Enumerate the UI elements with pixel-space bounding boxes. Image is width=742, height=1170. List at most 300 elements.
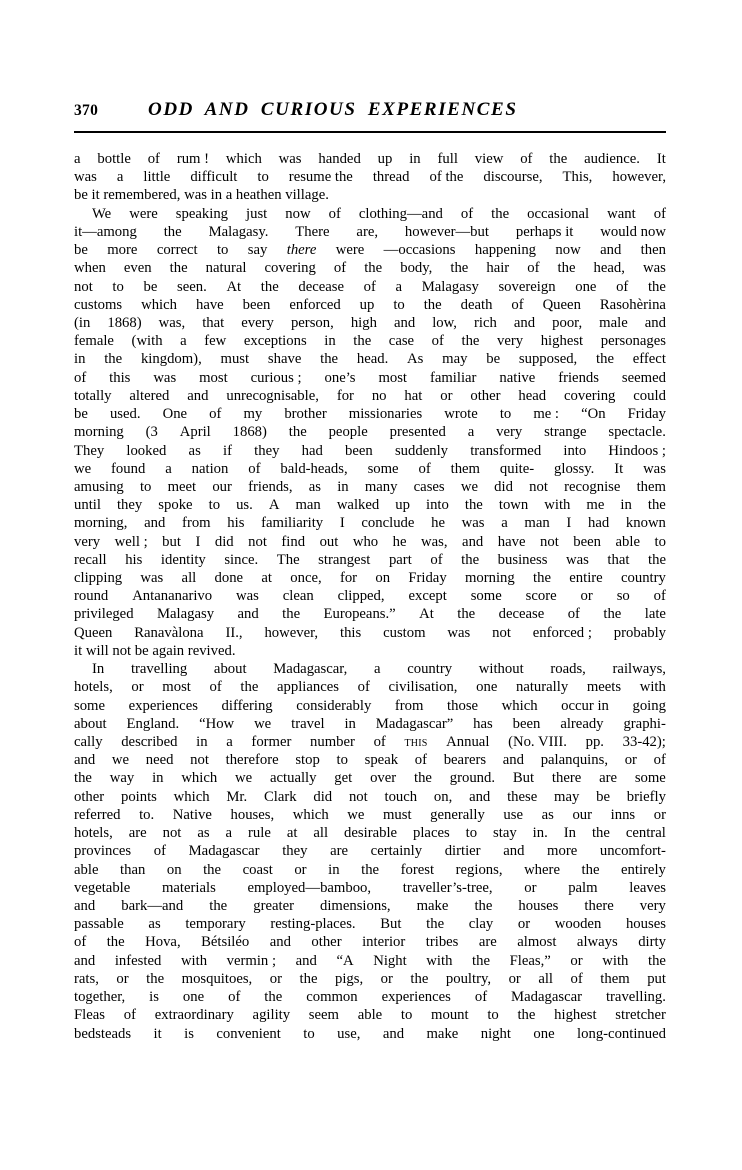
word: Mr. <box>226 788 248 805</box>
word: or <box>653 806 666 823</box>
text-line <box>74 350 666 368</box>
word: or <box>294 861 307 878</box>
word: glossy. <box>554 460 595 477</box>
word: was <box>140 570 164 587</box>
word: which <box>225 151 262 167</box>
word: I <box>566 515 572 532</box>
text-line <box>74 678 666 696</box>
word: always <box>576 934 618 951</box>
word: referred <box>74 806 121 823</box>
word: of <box>653 752 666 769</box>
word: and <box>187 387 209 404</box>
word: differing <box>221 697 273 714</box>
word: of <box>147 151 160 167</box>
word: the <box>647 278 666 295</box>
word: enforced <box>289 296 341 313</box>
word: seen. <box>177 278 207 295</box>
word: be <box>74 242 88 259</box>
header-divider-rule <box>74 131 666 133</box>
word: But <box>512 770 535 787</box>
word: be it remembered, was in a heathen village. <box>74 187 329 204</box>
word: be <box>486 351 501 368</box>
word: these <box>507 788 538 805</box>
word: curious ; <box>250 369 302 386</box>
word: were <box>129 205 158 222</box>
word: as <box>308 478 322 495</box>
word: was <box>566 551 589 568</box>
text-line <box>74 879 666 897</box>
text-line <box>74 715 666 733</box>
word: Hova, <box>145 934 181 951</box>
word: of <box>430 551 443 568</box>
word: was <box>74 169 97 186</box>
word: They <box>74 442 105 459</box>
word: or <box>517 916 531 933</box>
word: not <box>529 478 548 495</box>
word: one <box>533 1025 555 1042</box>
word: was <box>643 260 666 277</box>
text-line <box>74 806 666 824</box>
text-line <box>74 587 666 605</box>
text-line <box>74 933 666 951</box>
word: houses, <box>230 806 275 823</box>
word: on <box>375 570 391 587</box>
word: speak <box>364 752 399 769</box>
word: materials <box>161 879 216 896</box>
word: temporary <box>185 916 246 933</box>
text-line <box>74 186 666 204</box>
word: greater <box>253 897 294 914</box>
word: of <box>74 369 87 386</box>
word: to <box>303 1025 315 1042</box>
word: identity <box>160 551 206 568</box>
word: decease <box>498 606 545 623</box>
word: say <box>247 242 268 259</box>
word: unrecognisable, <box>226 387 319 404</box>
word: even <box>123 260 152 277</box>
text-line <box>74 769 666 787</box>
word: did <box>313 788 333 805</box>
page-folio-number: 370 <box>74 102 99 119</box>
word: briefly <box>626 788 666 805</box>
word: is <box>149 989 159 1006</box>
word: which <box>181 770 218 787</box>
word: of <box>209 406 222 423</box>
word: until <box>74 497 101 514</box>
word: there <box>584 897 614 914</box>
word: vermin ; <box>226 952 277 969</box>
word: so <box>616 588 630 605</box>
word: It <box>614 460 624 477</box>
text-line <box>74 168 666 186</box>
word: and <box>237 606 259 623</box>
word: however, <box>264 624 319 641</box>
word: was <box>447 624 471 641</box>
text-line <box>74 496 666 514</box>
word: to. <box>139 806 155 823</box>
word: hotels, <box>74 679 113 696</box>
text-line <box>74 569 666 587</box>
word: are, <box>356 223 379 240</box>
word: more <box>107 242 138 259</box>
word: were <box>335 242 365 259</box>
word: 33-42); <box>622 734 666 750</box>
word: familiarity <box>261 515 324 532</box>
word: passable <box>74 916 124 933</box>
word: In <box>92 661 105 678</box>
word: many <box>364 478 398 495</box>
word: I <box>339 515 345 532</box>
word: this <box>404 734 428 750</box>
word: make <box>426 1025 459 1042</box>
word: out <box>319 533 339 550</box>
word: was <box>643 460 666 477</box>
word: with <box>639 679 666 696</box>
word: into <box>425 497 449 514</box>
word: few <box>204 333 227 350</box>
word: inns <box>610 806 636 823</box>
word: or <box>580 588 593 605</box>
word: Madagascar, <box>273 661 348 678</box>
word: or <box>380 970 393 987</box>
word: a <box>74 151 81 167</box>
text-line <box>74 533 666 551</box>
word: us. <box>236 497 253 514</box>
word: had <box>588 515 610 532</box>
word: or <box>570 952 583 969</box>
word: long-continued <box>577 1025 666 1042</box>
word: have <box>497 533 526 550</box>
word: native <box>499 369 536 386</box>
word: points <box>120 788 157 805</box>
word: the <box>464 497 483 514</box>
word: those <box>447 697 479 714</box>
word: cally <box>74 734 103 750</box>
word: customs <box>74 296 123 313</box>
word: of <box>511 296 524 313</box>
word: part <box>388 551 412 568</box>
word: to <box>654 533 666 550</box>
word: agility <box>252 1007 291 1024</box>
word: most <box>199 369 228 386</box>
word: occur in <box>561 697 609 714</box>
word: the <box>423 296 442 313</box>
text-line <box>74 605 666 623</box>
word: wrote <box>444 406 478 423</box>
word: Friday <box>408 570 447 587</box>
word: clipping <box>74 570 123 587</box>
word: want <box>607 205 636 222</box>
word: of <box>520 151 533 167</box>
word: country <box>620 570 666 587</box>
word: to <box>487 1007 499 1024</box>
word: person, <box>290 314 334 331</box>
word: the <box>288 424 307 441</box>
word: suddenly <box>394 442 449 459</box>
word: was <box>153 369 177 386</box>
word: the <box>410 970 429 987</box>
word: altered <box>129 387 170 404</box>
word: regions, <box>455 861 503 878</box>
text-line <box>74 624 666 642</box>
word: uncomfort- <box>599 843 666 860</box>
word: of <box>123 1007 136 1024</box>
word: privileged <box>74 606 134 623</box>
text-line <box>74 478 666 496</box>
word: perhaps it <box>515 223 574 240</box>
word: or <box>116 970 129 987</box>
word: As <box>407 351 424 368</box>
word: houses <box>625 916 666 933</box>
word: exceptions <box>243 333 307 350</box>
word: male <box>599 314 628 331</box>
word: roads, <box>550 661 586 678</box>
word: the <box>472 952 490 969</box>
word: or <box>524 879 537 896</box>
word: been <box>345 442 373 459</box>
word: and <box>503 843 525 860</box>
word: the <box>320 351 339 368</box>
text-line <box>74 660 666 678</box>
word: with <box>180 952 208 969</box>
word: it—among <box>74 223 137 240</box>
word: the <box>353 333 372 350</box>
word: quite- <box>499 460 535 477</box>
word: Annual <box>446 734 490 750</box>
word: but <box>162 533 181 550</box>
word: The <box>276 551 300 568</box>
word: and <box>462 533 484 550</box>
word: we <box>347 806 365 823</box>
word: entire <box>569 570 603 587</box>
word: already <box>560 715 604 732</box>
word: he <box>431 515 445 532</box>
word: where <box>524 861 560 878</box>
word: the <box>413 770 432 787</box>
word: resume the <box>288 169 353 186</box>
word: supposed, <box>518 351 578 368</box>
word: the <box>603 606 622 623</box>
word: to <box>393 296 405 313</box>
word: and <box>74 752 96 769</box>
word: extraordinary <box>154 1007 234 1024</box>
word: morning, <box>74 515 128 532</box>
word: use, <box>337 1025 361 1042</box>
word: most <box>378 369 408 386</box>
word: some <box>634 770 666 787</box>
word: who <box>352 533 379 550</box>
word: country <box>407 661 453 678</box>
word: of <box>567 606 580 623</box>
word: travel <box>291 715 325 732</box>
word: one <box>476 679 498 696</box>
word: the <box>533 570 551 587</box>
word: them <box>636 478 666 495</box>
word: me <box>586 497 605 514</box>
word: together, <box>74 989 126 1006</box>
word: provinces <box>74 843 132 860</box>
word: not <box>348 788 368 805</box>
word: not <box>248 533 267 550</box>
word: to <box>216 242 229 259</box>
word: the <box>361 861 380 878</box>
word: clean <box>282 588 314 605</box>
word: travelling <box>130 661 188 678</box>
word: he <box>392 533 407 550</box>
word: of <box>228 989 241 1006</box>
word: the <box>264 989 283 1006</box>
word: in <box>337 478 349 495</box>
word: the <box>146 970 165 987</box>
word: to <box>257 169 269 186</box>
word: once, <box>290 570 322 587</box>
word: than <box>120 861 146 878</box>
word: may <box>442 351 468 368</box>
text-line <box>74 1025 666 1043</box>
word: that <box>607 551 630 568</box>
word: totally <box>74 387 112 404</box>
word: did <box>494 478 513 495</box>
word: way <box>109 770 135 787</box>
word: a <box>225 825 233 842</box>
word: need <box>145 752 174 769</box>
word: body, <box>400 260 433 277</box>
word: one <box>575 278 597 295</box>
word: to <box>465 825 478 842</box>
word: some <box>74 697 106 714</box>
word: recall <box>74 551 107 568</box>
word: and <box>393 314 416 331</box>
word: or <box>269 970 282 987</box>
word: the <box>450 260 469 277</box>
word: highest <box>554 1007 597 1024</box>
word: my <box>243 406 263 423</box>
word: and <box>644 314 666 331</box>
word: the <box>426 916 445 933</box>
word: stay <box>493 825 517 842</box>
word: all <box>313 825 329 842</box>
word: since. <box>224 551 259 568</box>
word: Clark <box>263 788 297 805</box>
word: and <box>469 788 491 805</box>
word: pp. <box>585 734 604 750</box>
word: be <box>143 278 158 295</box>
text-line <box>74 697 666 715</box>
word: rats, <box>74 970 99 987</box>
word: II., <box>225 624 243 641</box>
word: would now <box>600 223 666 240</box>
word: the <box>457 606 476 623</box>
word: are <box>128 825 147 842</box>
word: put <box>647 970 666 987</box>
word: the <box>557 260 576 277</box>
word: about <box>213 661 247 678</box>
word: except <box>408 588 447 605</box>
word: and <box>295 952 317 969</box>
word: the <box>260 278 279 295</box>
word: me : <box>533 406 560 423</box>
word: seem <box>308 1007 339 1024</box>
word: or <box>624 752 637 769</box>
word: not <box>492 624 511 641</box>
word: or <box>440 387 453 404</box>
word: of <box>653 205 666 222</box>
word: not <box>190 752 209 769</box>
word: Queen <box>542 296 581 313</box>
word: or <box>508 970 521 987</box>
word: in <box>324 333 336 350</box>
word: people <box>328 424 368 441</box>
text-line <box>74 642 666 660</box>
word: travelling. <box>605 989 666 1006</box>
word: very <box>639 897 666 914</box>
word: of <box>527 260 540 277</box>
word: we <box>254 715 272 732</box>
word: we <box>111 752 130 769</box>
word: I <box>195 533 201 550</box>
word: it <box>153 1025 162 1042</box>
word: was, <box>158 314 186 331</box>
word: able <box>357 1007 383 1024</box>
word: could <box>633 387 666 404</box>
word: a <box>373 661 381 678</box>
word: This, <box>562 169 593 186</box>
word: the <box>474 897 493 914</box>
word: able <box>615 533 640 550</box>
word: his <box>227 515 245 532</box>
word: low, <box>432 314 457 331</box>
word: strange <box>544 424 587 441</box>
word: get <box>334 770 353 787</box>
word: cases <box>413 478 445 495</box>
word: as <box>148 916 161 933</box>
word: 1868) <box>232 424 267 441</box>
word: one’s <box>324 369 356 386</box>
word: experiences <box>381 989 451 1006</box>
word: forest <box>400 861 435 878</box>
text-line <box>74 915 666 933</box>
word: At <box>226 278 242 295</box>
word: bearers <box>443 752 487 769</box>
word: the <box>648 551 666 568</box>
word: morning <box>464 570 515 587</box>
word: the <box>596 351 614 368</box>
word: in <box>196 734 208 750</box>
word: and <box>74 952 96 969</box>
word: convenient <box>216 1025 281 1042</box>
word: been <box>573 533 602 550</box>
text-line <box>74 514 666 532</box>
text-line <box>74 423 666 441</box>
word: of <box>153 843 166 860</box>
word: now <box>555 242 581 259</box>
word: enforced ; <box>532 624 592 641</box>
word: touch <box>384 788 418 805</box>
word: of <box>474 989 488 1006</box>
word: must <box>220 351 250 368</box>
word: But <box>380 916 402 933</box>
word: poor, <box>552 314 583 331</box>
word: night <box>480 1025 511 1042</box>
word: the <box>106 934 125 951</box>
word: as <box>197 825 210 842</box>
word: head. <box>356 351 389 368</box>
word: are <box>330 843 349 860</box>
word: almost <box>517 934 557 951</box>
word: done <box>214 570 244 587</box>
word: going <box>632 697 666 714</box>
word: the <box>647 497 666 514</box>
